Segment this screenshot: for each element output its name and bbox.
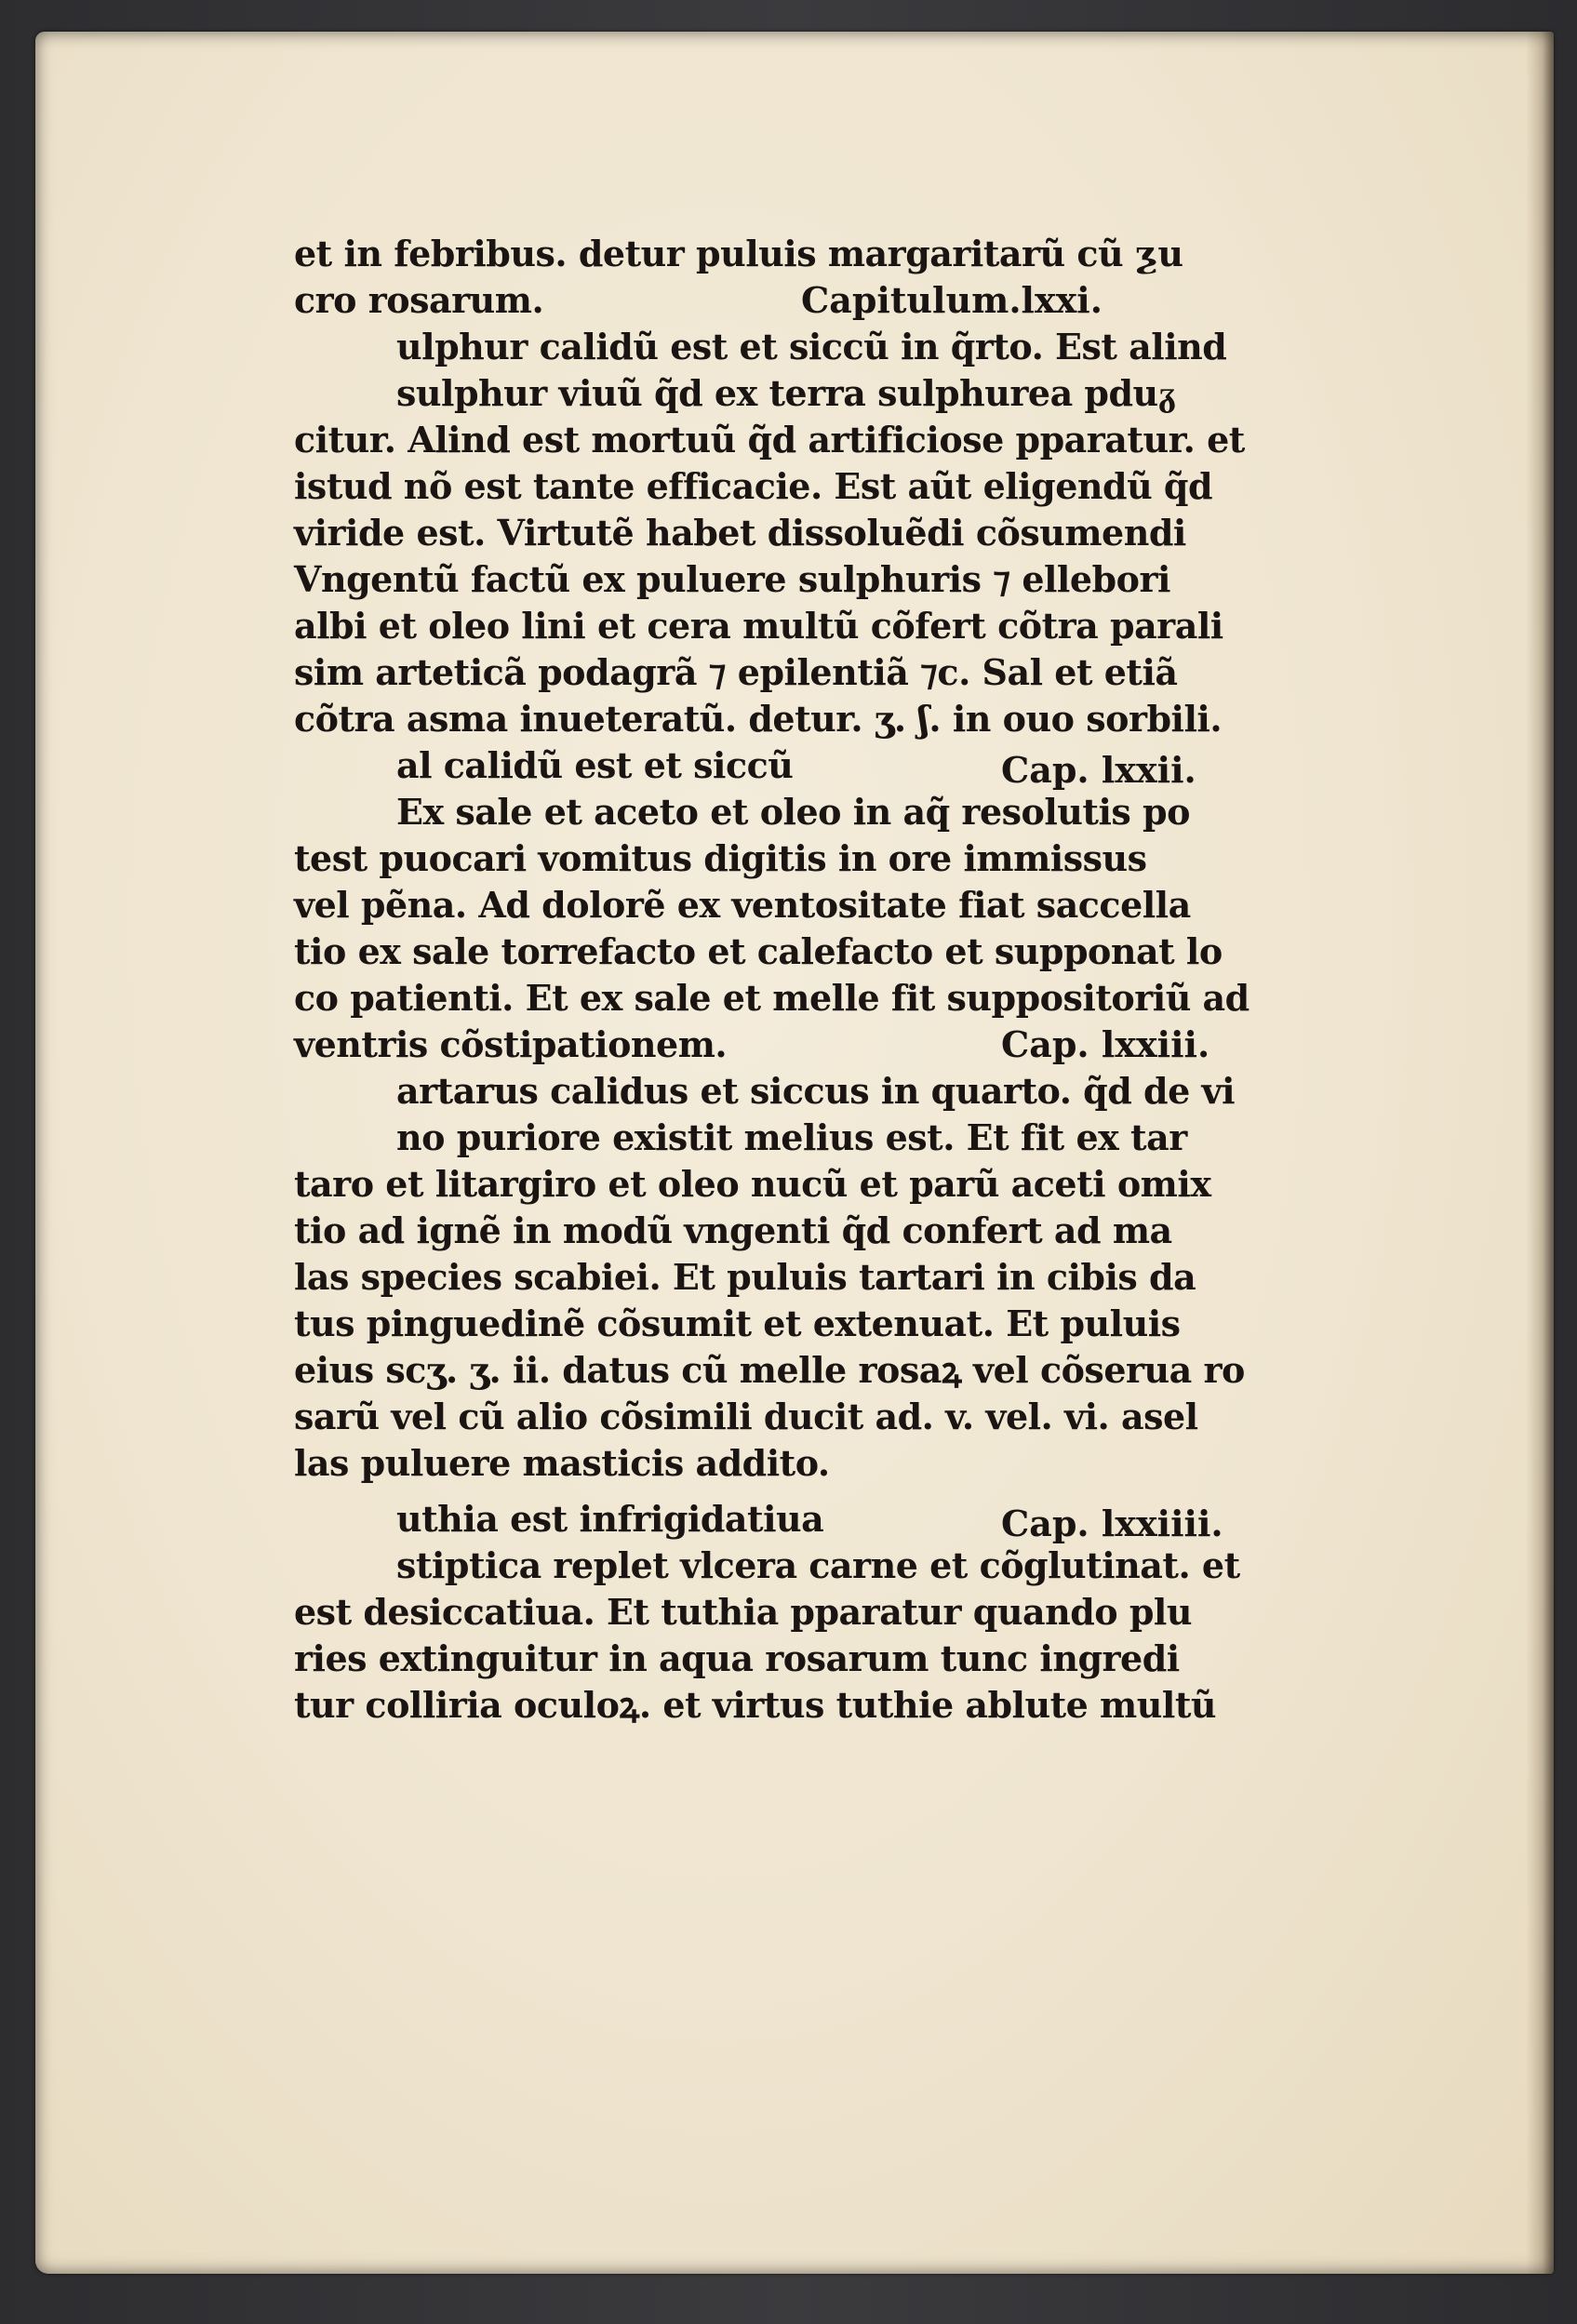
text-line-9: albi et oleo lini et cera multũ cõfert cõtra parali <box>294 605 1223 647</box>
text-line-12: al calidũ est et siccũ <box>396 744 794 786</box>
text-line-30: est desiccatiua. Et tuthia pparatur quando plu <box>294 1591 1192 1633</box>
text-line-32: tur colliria oculoꝝ. et virtus tuthie ablute multũ <box>294 1684 1217 1726</box>
text-line-2: cro rosarum. <box>294 279 544 321</box>
text-line-29: stiptica replet vlcera carne et cõglutinat. et <box>396 1544 1240 1586</box>
text-line-23: las species scabiei. Et puluis tartari in cibis da <box>294 1256 1196 1298</box>
text-line-22: tio ad ignẽ in modũ vngenti q̃d confert ad ma <box>294 1209 1172 1251</box>
text-line-7: viride est. Virtutẽ habet dissoluẽdi cõsumendi <box>294 512 1186 554</box>
text-line-3: ulphur calidũ est et siccũ in q̃rto. Est alind <box>396 326 1227 367</box>
page-gutter-shadow <box>1526 32 1554 2274</box>
text-line-8: Vngentũ factũ ex puluere sulphuris ⁊ ellebori <box>294 558 1170 600</box>
text-line-19: artarus calidus et siccus in quarto. q̃d de vi <box>396 1070 1236 1112</box>
text-line-18: ventris cõstipationem. <box>294 1023 728 1065</box>
text-line-20: no puriore existit melius est. Et fit ex tar <box>396 1116 1187 1158</box>
chapter-heading-73: Cap. lxxiii. <box>1001 1023 1210 1065</box>
text-line-17: co patienti. Et ex sale et melle fit suppositoriũ ad <box>294 977 1250 1019</box>
text-line-5: citur. Alind est mortuũ q̃d artificiose pparatur. et <box>294 419 1245 461</box>
chapter-heading-74: Cap. lxxiiii. <box>1001 1503 1223 1544</box>
text-line-14: test puocari vomitus digitis in ore immissus <box>294 837 1147 879</box>
text-line-24: tus pinguedinẽ cõsumit et extenuat. Et puluis <box>294 1302 1181 1344</box>
text-line-4: sulphur viuũ q̃d ex terra sulphurea pduᵹ <box>396 372 1176 414</box>
text-line-21: taro et litargiro et oleo nucũ et parũ aceti omix <box>294 1163 1211 1205</box>
text-line-28: uthia est infrigidatiua <box>396 1498 824 1540</box>
text-line-11: cõtra asma inueteratũ. detur. ʒ. ʃ. in ouo sorbili. <box>294 698 1223 740</box>
text-line-26: sarũ vel cũ alio cõsimili ducit ad. v. vel. vi. asel <box>294 1396 1198 1437</box>
text-line-6: istud nõ est tante efficacie. Est aũt eligendũ q̃d <box>294 465 1213 507</box>
chapter-heading-71: Capitulum.lxxi. <box>801 279 1103 321</box>
text-line-25: eius scʒ. ʒ. ii. datus cũ melle rosaꝝ vel cõserua ro <box>294 1349 1245 1391</box>
text-line-1: et in febribus. detur puluis margaritarũ cũ ƺu <box>294 233 1183 274</box>
chapter-heading-72: Cap. lxxii. <box>1001 749 1196 791</box>
text-line-31: ries extinguitur in aqua rosarum tunc ingredi <box>294 1637 1180 1679</box>
text-line-13: Ex sale et aceto et oleo in aq̃ resolutis po <box>396 791 1190 833</box>
text-line-15: vel pẽna. Ad dolorẽ ex ventositate fiat saccella <box>294 884 1191 926</box>
text-line-10: sim arteticã podagrã ⁊ epilentiã ⁊c. Sal et etiã <box>294 651 1178 693</box>
text-line-27: las puluere masticis addito. <box>294 1442 830 1484</box>
text-line-16: tio ex sale torrefacto et calefacto et supponat lo <box>294 930 1223 972</box>
